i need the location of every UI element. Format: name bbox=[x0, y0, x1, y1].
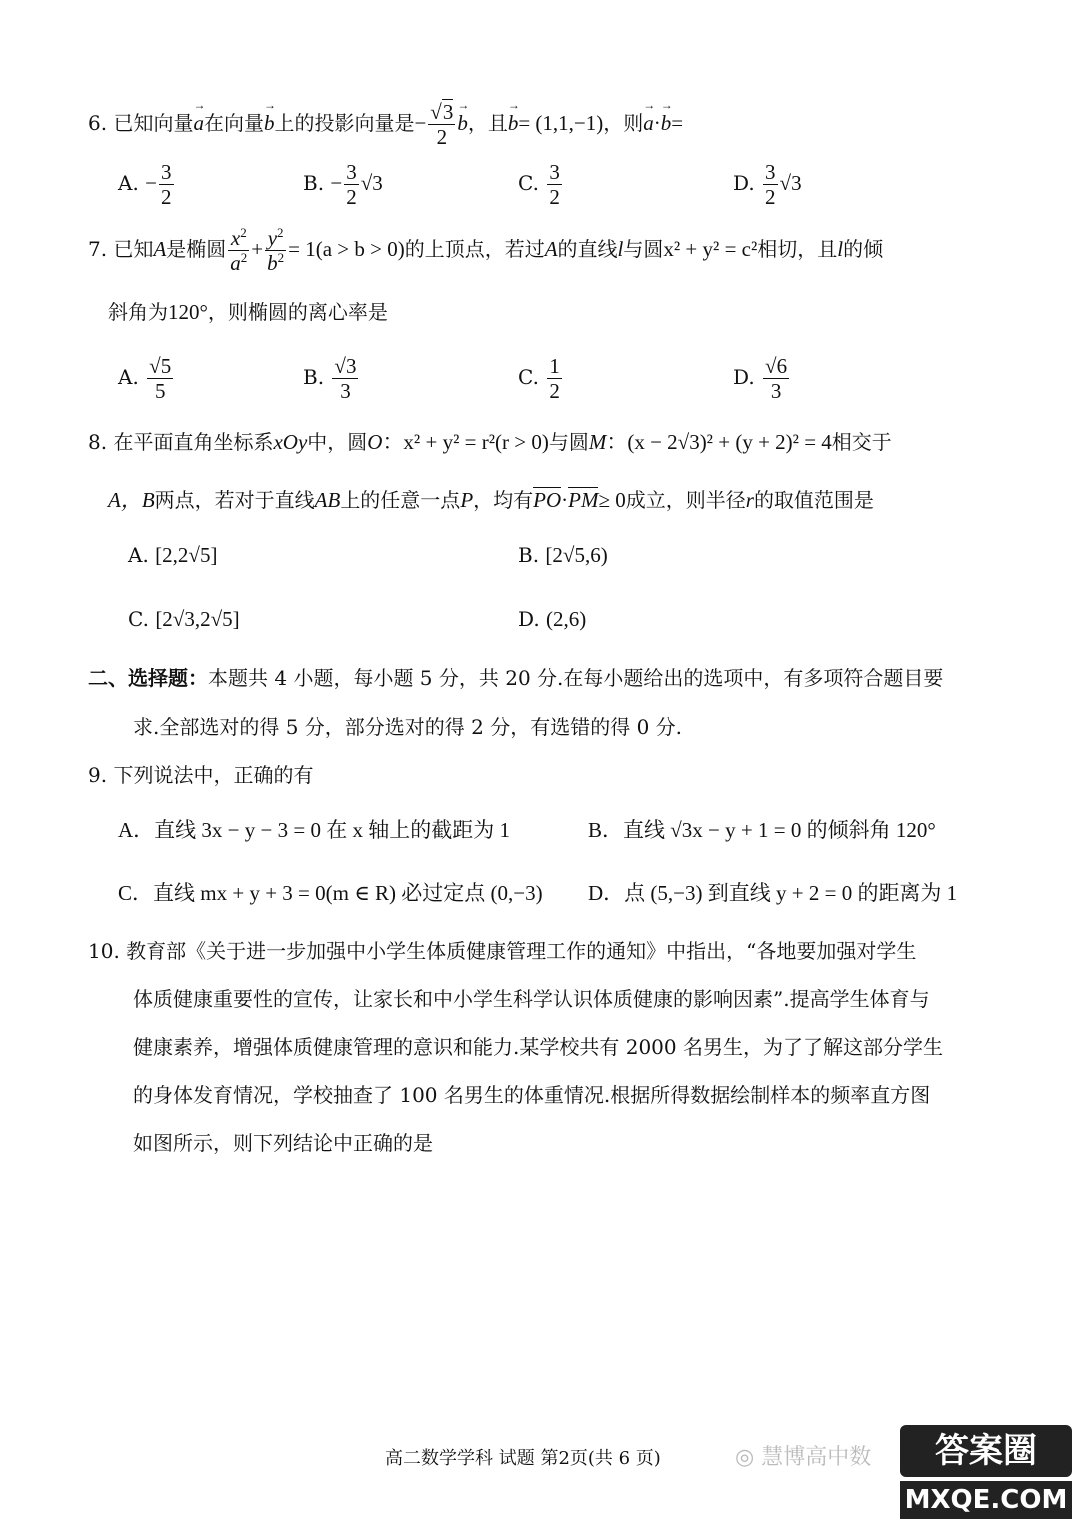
vector-b: → b bbox=[264, 111, 275, 136]
q6-option-b: B. − $\frac{3}{2}$ √3 bbox=[303, 160, 383, 210]
q8-stem-line1: 8. 在平面直角坐标系xOy中，圆O：x² + y² = r²(r > 0)与圆M：(x − 2√3)² + (y + 2)² = 4相交于 bbox=[88, 430, 892, 454]
watermark-logo: 答案圈 MXQE.COM bbox=[900, 1425, 1072, 1521]
section2-heading: 二、选择题：本题共 4 小题，每小题 5 分，共 20 分.在每小题给出的选项中，有多项符合题目要 bbox=[88, 666, 944, 690]
q6-option-a: A. − $\frac{3}{2}$ bbox=[118, 160, 172, 210]
q7-stem-line1: 7. 已知A是椭圆 $\frac{x^2}{a^2}$ + $\frac{y^2}{b^2}$ = 1(a > b > 0)的上顶点，若过A的直线l与圆x² + y² = c²相切，且l的倾 bbox=[88, 225, 884, 276]
fraction-x2-a2: $\frac{x^2}{a^2}$ bbox=[230, 225, 248, 276]
q6-stem: 6. 已知向量→ a在向量→ b上的投影向量是− $\frac{√3}{2}$ → b，且→ b= (1,1,−1)，则→ a·→ b= bbox=[88, 100, 683, 149]
q10-line4: 的身体发育情况，学校抽查了 100 名男生的体重情况.根据所得数据绘制样本的频率直方图 bbox=[133, 1083, 931, 1107]
q9-stem: 9. 下列说法中，正确的有 bbox=[88, 763, 314, 787]
q7-option-d: D. $\frac{√6}{3}$ bbox=[733, 354, 788, 404]
section2-line2: 求.全部选对的得 5 分，部分选对的得 2 分，有选错的得 0 分. bbox=[133, 715, 683, 739]
q8-option-c: C. [2√3,2√5] bbox=[128, 607, 240, 631]
vector-a: → a bbox=[193, 111, 204, 136]
page-footer: 高二数学学科 试题 第2页(共 6 页) bbox=[385, 1448, 661, 1469]
q7-option-a: A. $\frac{√5}{5}$ bbox=[118, 354, 172, 404]
q10-line2: 体质健康重要性的宣传，让家长和中小学生科学认识体质健康的影响因素”.提高学生体育与 bbox=[133, 987, 930, 1011]
q9-option-b: B．直线 √3x − y + 1 = 0 的倾斜角 120° bbox=[588, 818, 936, 842]
q10-line3: 健康素养，增强体质健康管理的意识和能力.某学校共有 2000 名男生，为了了解这部分学生 bbox=[133, 1035, 943, 1059]
fraction-sqrt3-over-2: $\frac{√3}{2}$ bbox=[430, 100, 454, 150]
q9-option-a: A．直线 3x − y − 3 = 0 在 x 轴上的截距为 1 bbox=[118, 818, 510, 842]
q8-option-d: D. (2,6) bbox=[518, 607, 587, 631]
q6-option-d: D. $\frac{3}{2}$ √3 bbox=[733, 160, 802, 210]
q10-line5: 如图所示，则下列结论中正确的是 bbox=[133, 1131, 433, 1155]
q9-option-d: D．点 (5,−3) 到直线 y + 2 = 0 的距离为 1 bbox=[588, 881, 958, 905]
q8-option-a: A. [2,2√5] bbox=[128, 543, 218, 567]
q7-option-b: B. $\frac{√3}{3}$ bbox=[303, 354, 357, 404]
q8-option-b: B. [2√5,6) bbox=[518, 543, 608, 567]
q8-stem-line2: A，B两点，若对于直线AB上的任意一点P，均有PO·PM≥ 0成立，则半径r的取值范围是 bbox=[108, 488, 874, 512]
q10-line1: 10. 教育部《关于进一步加强中小学生体质健康管理工作的通知》中指出，“各地要加强对学生 bbox=[88, 939, 917, 963]
wechat-icon: ◎ bbox=[735, 1445, 755, 1470]
q7-option-c: C. $\frac{1}{2}$ bbox=[518, 354, 560, 404]
fraction-y2-b2: $\frac{y^2}{b^2}$ bbox=[267, 225, 285, 276]
q9-option-c: C．直线 mx + y + 3 = 0(m ∈ R) 必过定点 (0,−3) bbox=[118, 881, 543, 905]
watermark-account: ◎ 慧博高中数 bbox=[735, 1445, 872, 1470]
q7-stem-line2: 斜角为120°，则椭圆的离心率是 bbox=[108, 300, 388, 324]
q6-option-c: C. $\frac{3}{2}$ bbox=[518, 160, 560, 210]
